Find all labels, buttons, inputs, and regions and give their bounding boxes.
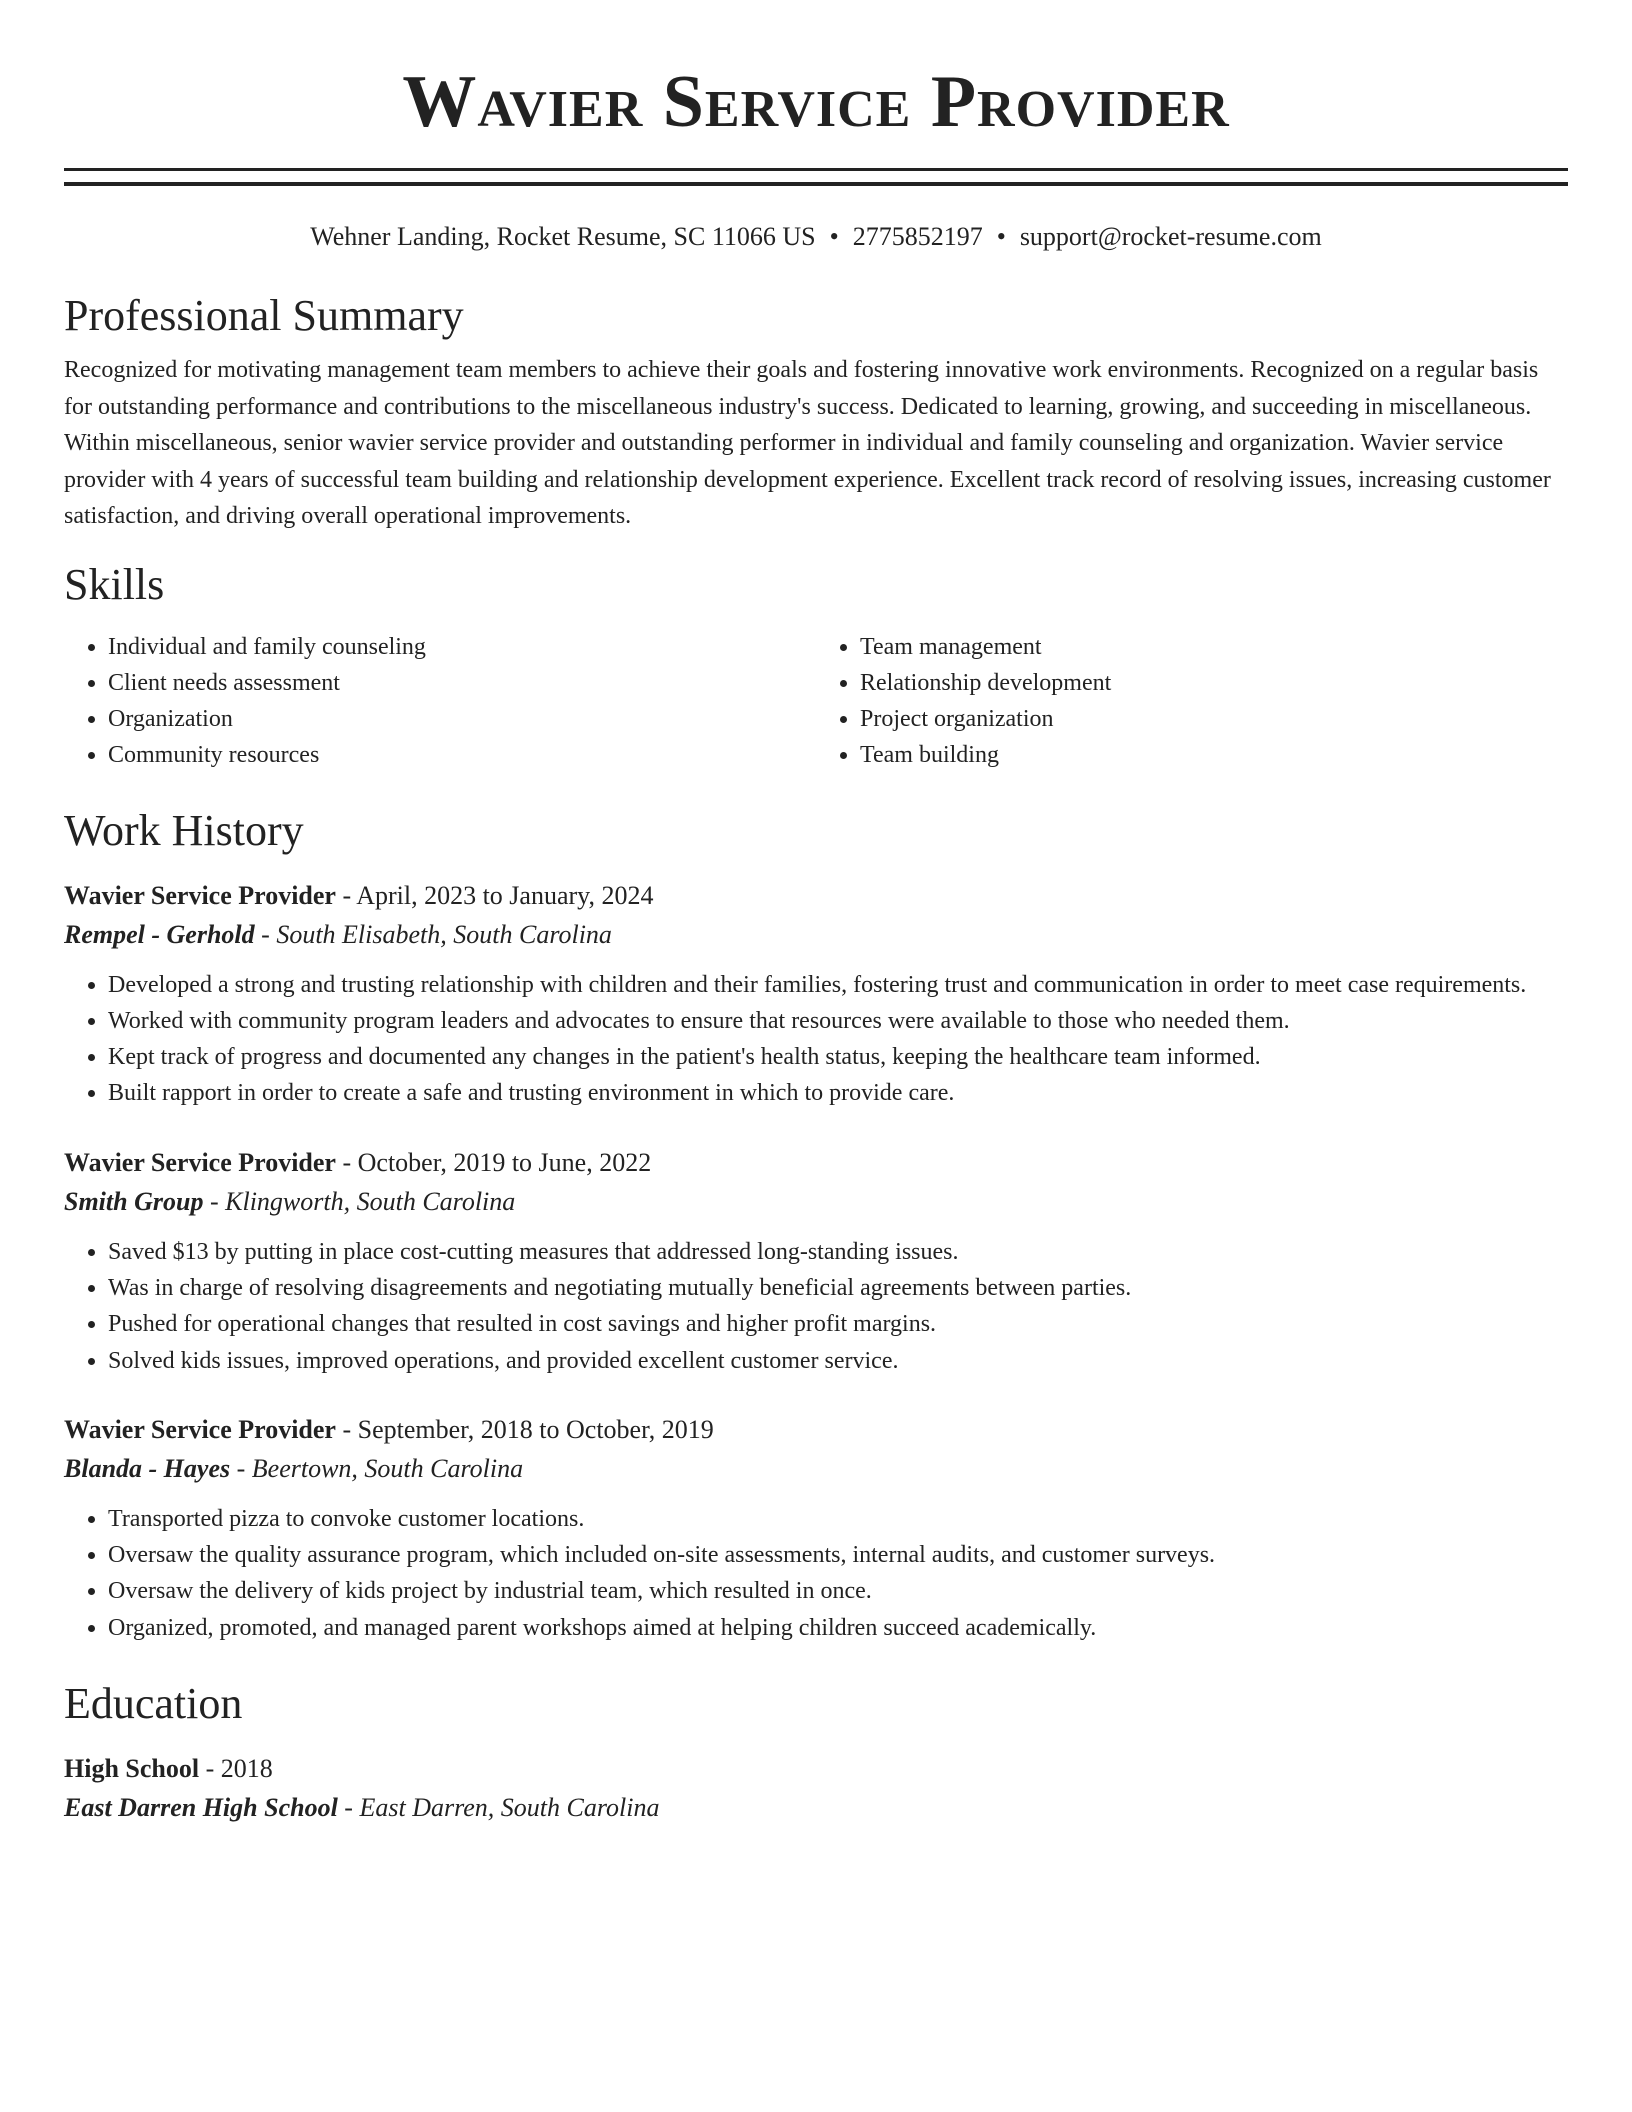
skill-item: • Community resources bbox=[108, 737, 816, 773]
degree-line bbox=[64, 1750, 1568, 1788]
resume-name: Wavier Service Provider bbox=[402, 61, 1230, 143]
job-bullet: • Pushed for operational changes that resulted in cost savings and higher profit margins. bbox=[108, 1306, 1568, 1342]
school-name: East Darren High School bbox=[64, 1793, 338, 1823]
summary-text: Recognized for motivating management team members to achieve their goals and fostering innovative work environments. Recognized on a regular basis for outstanding performance and contributions to the miscellaneous industry's success. Dedicated to learning, growing, and succeeding in miscellaneous. Within miscellaneous, senior wavier service provider and outstanding performer in individual and family counseling and organization. Wavier service provider with 4 years of successful team building and relationship development experience. Excellent track record of resolving issues, increasing customer satisfaction, and driving overall operational improvements. bbox=[64, 357, 1551, 529]
skill-item: • Individual and family counseling bbox=[108, 629, 816, 665]
job-title: Wavier Service Provider bbox=[64, 1147, 336, 1177]
school-location: East Darren, South Carolina bbox=[359, 1793, 660, 1823]
contact-address: Wehner Landing, Rocket Resume, SC 11066 US bbox=[310, 222, 816, 251]
job-title-line bbox=[64, 877, 1568, 915]
job-title: Wavier Service Provider bbox=[64, 880, 336, 910]
dash: - bbox=[335, 1414, 358, 1444]
header-divider bbox=[64, 168, 1568, 186]
degree: High School bbox=[64, 1754, 200, 1784]
skills-grid bbox=[64, 629, 1568, 773]
dash: - bbox=[254, 919, 277, 949]
school-line bbox=[64, 1788, 1568, 1828]
job-bullet: • Oversaw the delivery of kids project by industrial team, which resulted in once. bbox=[108, 1573, 1568, 1609]
contact-separator: • bbox=[996, 222, 1006, 251]
job-entry bbox=[64, 877, 1568, 1112]
contact-line bbox=[64, 220, 1568, 254]
skill-item: • Client needs assessment bbox=[108, 665, 816, 701]
skill-item: • Project organization bbox=[860, 701, 1568, 737]
graduation-year: 2018 bbox=[220, 1754, 273, 1784]
job-bullet: • Built rapport in order to create a safe and trusting environment in which to provide care. bbox=[108, 1075, 1568, 1111]
contact-separator: • bbox=[829, 222, 839, 251]
job-entry bbox=[64, 1144, 1568, 1379]
employer-location: South Elisabeth, South Carolina bbox=[276, 919, 612, 949]
job-title-line bbox=[64, 1411, 1568, 1449]
job-title: Wavier Service Provider bbox=[64, 1414, 336, 1444]
skill-item: • Organization bbox=[108, 701, 816, 737]
contact-email[interactable]: support@rocket-resume.com bbox=[1019, 222, 1322, 251]
employer-name: Smith Group bbox=[64, 1186, 204, 1216]
job-bullet: • Was in charge of resolving disagreements and negotiating mutually beneficial agreements between parties. bbox=[108, 1270, 1568, 1306]
job-title-line bbox=[64, 1144, 1568, 1182]
employer-location: Beertown, South Carolina bbox=[251, 1453, 524, 1483]
work-history-heading: Work History bbox=[64, 805, 304, 855]
job-dates: September, 2018 to October, 2019 bbox=[357, 1414, 714, 1444]
job-bullet: • Transported pizza to convoke customer locations. bbox=[108, 1501, 1568, 1537]
job-dates: April, 2023 to January, 2024 bbox=[356, 880, 654, 910]
summary-heading: Professional Summary bbox=[64, 291, 464, 340]
employer-name: Rempel - Gerhold bbox=[64, 919, 255, 949]
job-bullet: • Solved kids issues, improved operations, and provided excellent customer service. bbox=[108, 1343, 1568, 1379]
dash: - bbox=[335, 880, 357, 910]
skill-item: • Team building bbox=[860, 737, 1568, 773]
skills-column-left bbox=[64, 629, 816, 773]
job-bullet: • Oversaw the quality assurance program, which included on-site assessments, internal audits, and customer surveys. bbox=[108, 1537, 1568, 1573]
job-bullets bbox=[64, 1501, 1568, 1646]
job-bullets bbox=[64, 967, 1568, 1112]
job-bullet: • Saved $13 by putting in place cost-cutting measures that addressed long-standing issues. bbox=[108, 1234, 1568, 1270]
job-bullets bbox=[64, 1234, 1568, 1379]
dash: - bbox=[335, 1147, 358, 1177]
dash: - bbox=[199, 1754, 221, 1784]
employer-location: Klingworth, South Carolina bbox=[225, 1186, 516, 1216]
job-bullet: • Kept track of progress and documented any changes in the patient's health status, keeping the healthcare team informed. bbox=[108, 1039, 1568, 1075]
contact-phone[interactable]: 2775852197 bbox=[852, 222, 983, 251]
job-dates: October, 2019 to June, 2022 bbox=[357, 1147, 652, 1177]
dash: - bbox=[203, 1186, 226, 1216]
employer-line bbox=[64, 1182, 1568, 1222]
skill-item: • Relationship development bbox=[860, 665, 1568, 701]
dash: - bbox=[337, 1793, 360, 1823]
skill-item: • Team management bbox=[860, 629, 1568, 665]
job-entry bbox=[64, 1411, 1568, 1646]
education-entry bbox=[64, 1750, 1568, 1828]
education-heading: Education bbox=[64, 1679, 243, 1729]
skills-heading: Skills bbox=[64, 559, 165, 609]
job-bullet: • Developed a strong and trusting relationship with children and their families, fostering trust and communication in order to meet case requirements. bbox=[108, 967, 1568, 1003]
employer-line bbox=[64, 915, 1568, 955]
job-bullet: • Organized, promoted, and managed parent workshops aimed at helping children succeed academically. bbox=[108, 1610, 1568, 1646]
job-bullet: • Worked with community program leaders and advocates to ensure that resources were available to those who needed them. bbox=[108, 1003, 1568, 1039]
employer-line bbox=[64, 1449, 1568, 1489]
skills-column-right bbox=[816, 629, 1568, 773]
employer-name: Blanda - Hayes bbox=[64, 1453, 231, 1483]
dash: - bbox=[230, 1453, 252, 1483]
